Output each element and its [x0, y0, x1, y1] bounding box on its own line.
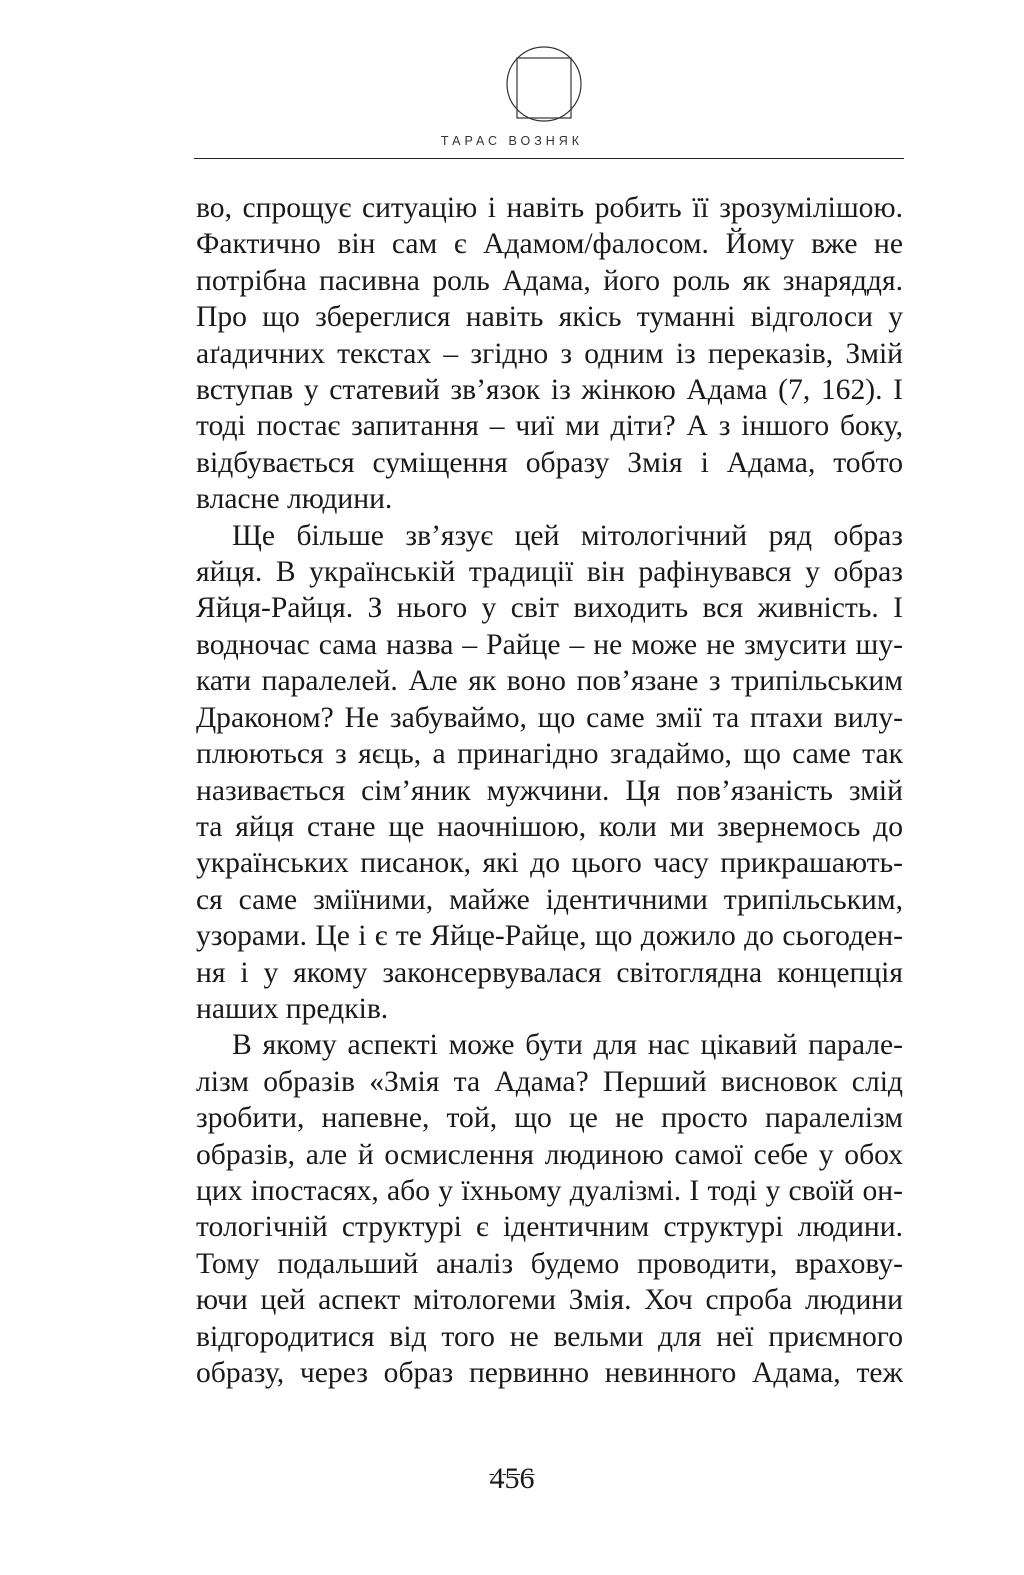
text-line: відгородитися від того не вельми для неї приємного [196, 1320, 903, 1353]
text-line: потрібна пасивна роль Адама, його роль як знаряддя. [196, 264, 903, 297]
text-line: водночас сама назва – Райце – не може не змусити шу- [196, 628, 903, 661]
text-line: аґадичних текстах – згідно з одним із переказів, Змій [196, 337, 903, 370]
text-line: узорами. Це і є те Яйце-Райце, що дожило до сьогоден- [196, 920, 903, 953]
body-text [196, 190, 903, 1391]
text-line: власне людини. [196, 483, 393, 516]
header-rule [194, 158, 904, 159]
running-head: ТАРАС ВОЗНЯК [440, 134, 584, 148]
text-line: тологічній структурі є ідентичним структурі людини. [196, 1211, 903, 1244]
text-line: тоді постає запитання – чиї ми діти? А з іншого боку, [196, 410, 903, 443]
circle-square-emblem-icon [505, 45, 583, 123]
text-line: вступав у статевий зв’язок із жінкою Адама (7, 162). І [196, 374, 903, 407]
text-line: Про що збереглися навіть якісь туманні відголоси у [196, 301, 903, 334]
page-number: 456 [489, 1462, 535, 1495]
text-line: кати паралелей. Але як воно пов’язане з трипільським [196, 665, 903, 698]
text-line: зробити, напевне, той, що це не просто паралелізм [196, 1102, 903, 1135]
text-line: відбувається суміщення образу Змія і Адама, тобто [196, 446, 903, 479]
text-line: ня і у якому законсервувалася світоглядна концепція [196, 956, 903, 989]
text-line: українських писанок, які до цього часу прикрашають- [196, 847, 903, 880]
text-line: В якому аспекті може бути для нас цікавий парале- [232, 1029, 903, 1062]
text-line: та яйця стане ще наочнішою, коли ми звернемось до [196, 810, 903, 843]
text-line: Ще більше зв’язує цей мітологічний ряд образ [232, 519, 903, 552]
text-line: Драконом? Не забуваймо, що саме змії та птахи вилу- [196, 701, 903, 734]
text-line: Фактично він сам є Адамом/фалосом. Йому вже не [196, 228, 903, 261]
text-line: яйця. В українській традиції він рафінувався у образ [196, 556, 903, 589]
text-line: називається сім’яник мужчини. Ця пов’язаність змій [196, 774, 903, 807]
text-line: лізм образів «Змія та Адама? Перший висновок слід [196, 1065, 903, 1098]
text-line: плюються з яєць, а принагідно згадаймо, що саме так [196, 738, 903, 771]
text-line: ючи цей аспект мітологеми Змія. Хоч спроба людини [196, 1284, 903, 1317]
text-line: цих іпостасях, або у їхньому дуалізмі. І тоді у своїй он- [196, 1174, 903, 1207]
text-line: Яйця-Райця. З нього у світ виходить вся живність. І [196, 592, 903, 625]
text-line: образу, через образ первинно невинного Адама, теж [196, 1357, 903, 1389]
text-line: ся саме зміїними, майже ідентичними трипільським, [196, 883, 903, 916]
text-line: во, спрощує ситуацію і навіть робить її зрозумілішою. [196, 192, 903, 224]
text-line: Тому подальший аналіз будемо проводити, врахову- [196, 1247, 903, 1280]
text-line: образів, але й осмислення людиною самої себе у обох [196, 1138, 903, 1171]
text-line: наших предків. [196, 992, 389, 1025]
